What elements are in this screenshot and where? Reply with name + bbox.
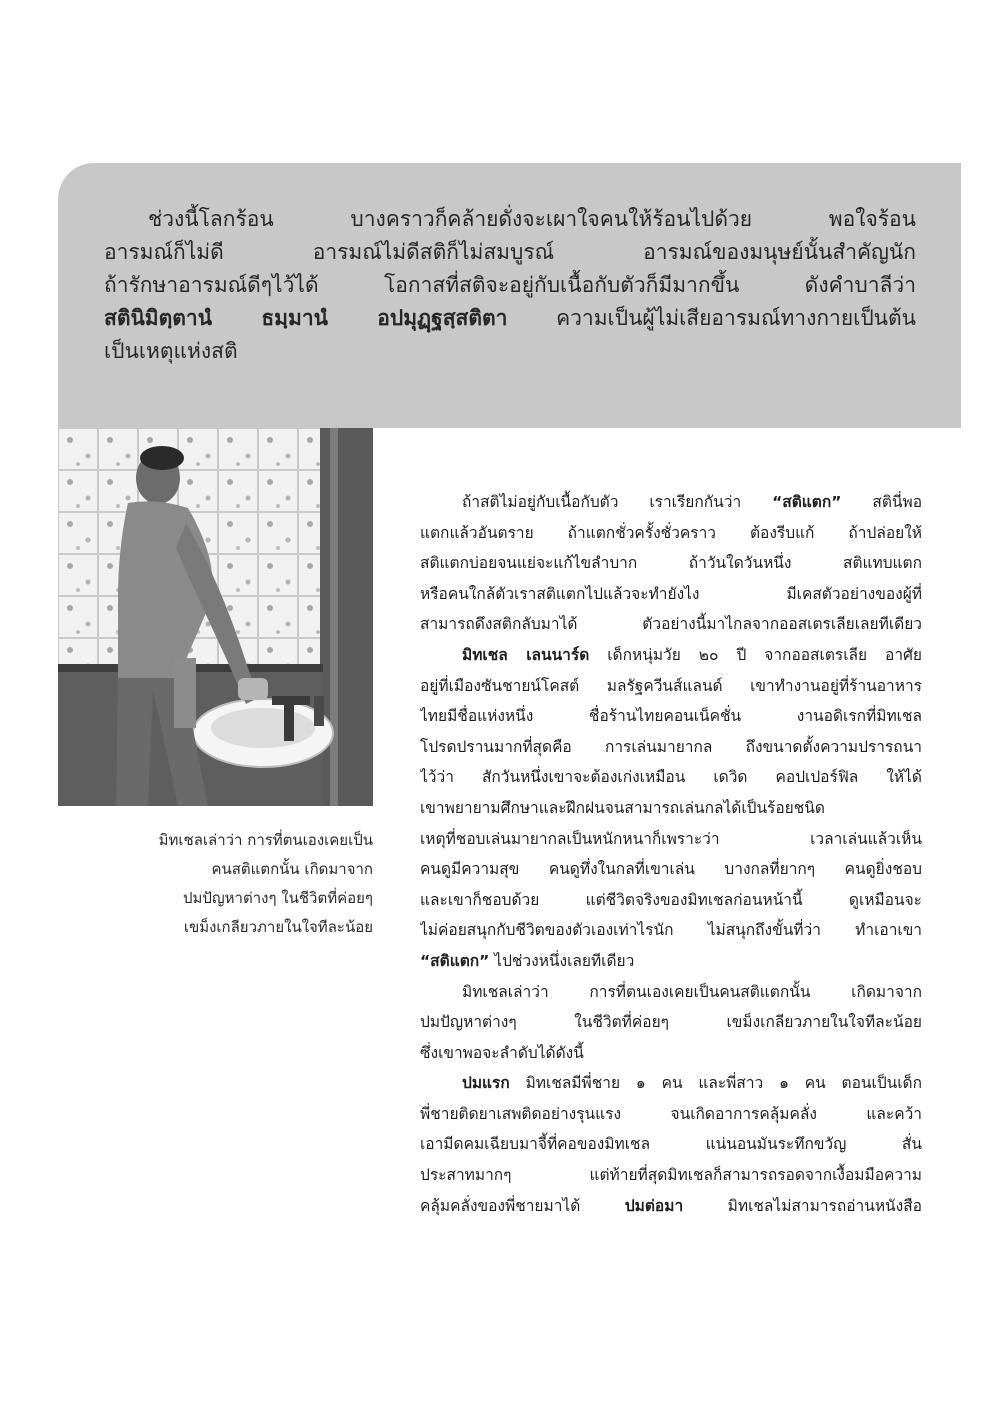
bold-term: ปมแรก bbox=[462, 1074, 510, 1093]
body-line bbox=[420, 1191, 922, 1222]
intro-line: ถ้ารักษาอารมณ์ดีๆไว้ได้ โอกาสที่สติจะอยู่กับเนื้อกับตัวก็มีมากขึ้น ดังคำบาลีว่า bbox=[104, 273, 916, 297]
body-line: คนดูมีความสุข คนดูทึ่งในกลที่เขาเล่น บางกลที่ยากๆ คนดูยิ่งชอบ bbox=[420, 860, 922, 879]
caption-line: คนสติแตกนั้น เกิดมาจาก bbox=[211, 860, 373, 878]
bold-term: “สติแตก” bbox=[420, 951, 490, 970]
body-line: สามารถดึงสติกลับมาได้ ตัวอย่างนี้มาไกลจากออสเตรเลียเลยทีเดียว bbox=[420, 615, 922, 634]
body-line: เอามีดคมเฉียบมาจี้ที่คอของมิทเชล แน่นอนมันระทึกขวัญ สั่น bbox=[420, 1135, 922, 1154]
caption-line: มิทเชลเล่าว่า การที่ตนเองเคยเป็น bbox=[158, 831, 373, 849]
article-body bbox=[420, 487, 922, 1221]
body-line: เขาพยายามศึกษาและฝึกฝนจนสามารถเล่นกลได้เป็นร้อยชนิด bbox=[420, 798, 825, 817]
intro-line bbox=[104, 302, 916, 335]
photo-caption bbox=[110, 826, 373, 942]
body-text-span: เด็กหนุ่มวัย ๒๐ ปี จากออสเตรเลีย อาศัย bbox=[589, 645, 922, 664]
body-line: หรือคนใกล้ตัวเราสติแตกไปแล้วจะทำยังไง มีเคสตัวอย่างของผู้ที่ bbox=[420, 584, 922, 603]
caption-line: ปมปัญหาต่างๆ ในชีวิตที่ค่อยๆ bbox=[182, 889, 373, 907]
paragraph-1 bbox=[420, 487, 922, 640]
body-text-span: มิทเชลมีพี่ชาย ๑ คน และพี่สาว ๑ คน ตอนเป็นเด็ก bbox=[509, 1074, 922, 1093]
body-line: ซึ่งเขาพอจะลำดับได้ดังนี้ bbox=[420, 1043, 584, 1062]
bold-name: มิทเชล เลนนาร์ด bbox=[462, 645, 590, 664]
body-line bbox=[420, 487, 922, 518]
bold-term: ปมต่อมา bbox=[624, 1196, 684, 1215]
body-line: อยู่ที่เมืองซันชายน์โคสต์ มลรัฐควีนส์แลนด์ เขาทำงานอยู่ที่ร้านอาหาร bbox=[420, 676, 922, 695]
body-line: ประสาทมากๆ แต่ท้ายที่สุดมิทเชลก็สามารถรอดจากเงื้อมมือความ bbox=[420, 1166, 922, 1185]
paragraph-2 bbox=[420, 640, 922, 977]
body-line: เหตุที่ชอบเล่นมายากลเป็นหนักหนาก็เพราะว่า เวลาเล่นแล้วเห็น bbox=[420, 829, 922, 848]
body-line: ไว้ว่า สักวันหนึ่งเขาจะต้องเก่งเหมือน เดวิด คอปเปอร์ฟิล ให้ได้ bbox=[420, 768, 922, 787]
body-line bbox=[420, 1068, 922, 1099]
bold-term: “สติแตก” bbox=[772, 493, 842, 511]
body-line: โปรดปรานมากที่สุดคือ การเล่นมายากล ถึงขนาดตั้งความปรารถนา bbox=[420, 737, 922, 756]
body-text-span: ไปช่วงหนึ่งเลยทีเดียว bbox=[489, 951, 635, 970]
intro-line: เป็นเหตุแห่งสติ bbox=[104, 339, 238, 363]
pali-translation: ความเป็นผู้ไม่เสียอารมณ์ทางกายเป็นต้น bbox=[507, 306, 916, 330]
paragraph-3 bbox=[420, 977, 922, 1069]
body-line: ไทยมีชื่อแห่งหนึ่ง ชื่อร้านไทยคอนเน็คชั่น งานอดิเรกที่มิทเชล bbox=[420, 707, 922, 726]
body-text-span: ถ้าสติไม่อยู่กับเนื้อกับตัว เราเรียกกันว่า bbox=[462, 493, 742, 511]
paragraph-4 bbox=[420, 1068, 922, 1221]
body-line bbox=[420, 640, 922, 671]
intro-paragraph bbox=[104, 203, 916, 368]
intro-line: อารมณ์ก็ไม่ดี อารมณ์ไม่ดีสติก็ไม่สมบูรณ์ อารมณ์ของมนุษย์นั้นสำคัญนัก bbox=[104, 240, 916, 264]
body-text-span: มิทเชลไม่สามารถอ่านหนังสือ bbox=[683, 1196, 922, 1215]
body-text-span: คลุ้มคลั่งของพี่ชายมาได้ bbox=[420, 1196, 625, 1215]
body-line: มิทเชลเล่าว่า การที่ตนเองเคยเป็นคนสติแตกนั้น เกิดมาจาก bbox=[462, 982, 922, 1001]
body-line: ปมปัญหาต่างๆ ในชีวิตที่ค่อยๆ เขม็งเกลียวภายในใจทีละน้อย bbox=[420, 1013, 922, 1032]
body-line: แตกแล้วอันตราย ถ้าแตกชั่วครั้งชั่วคราว ต้องรีบแก้ ถ้าปล่อยให้ bbox=[420, 523, 922, 542]
pali-quote: สตินิมิตฺตานํ ธมฺมานํ อปมุฏฺฐสฺสติตา bbox=[104, 306, 508, 330]
body-line: ไม่ค่อยสนุกกับชีวิตของตัวเองเท่าไรนัก ไม่สนุกถึงขั้นที่ว่า ทำเอาเขา bbox=[420, 921, 922, 940]
body-line: พี่ชายติดยาเสพติดอย่างรุนแรง จนเกิดอาการคลุ้มคลั่ง และคว้า bbox=[420, 1104, 922, 1123]
body-line bbox=[420, 946, 922, 977]
caption-line: เขม็งเกลียวภายในใจทีละน้อย bbox=[183, 918, 373, 936]
body-text-span: สตินี่พอ bbox=[841, 493, 922, 511]
body-line: และเขาก็ชอบด้วย แต่ชีวิตจริงของมิทเชลก่อนหน้านี้ ดูเหมือนจะ bbox=[420, 890, 922, 909]
intro-line: ช่วงนี้โลกร้อน บางคราวก็คล้ายดั่งจะเผาใจคนให้ร้อนไปด้วย พอใจร้อน bbox=[148, 207, 916, 231]
photo-man-at-sink bbox=[58, 428, 373, 806]
body-line: สติแตกบ่อยจนแย่จะแก้ไขลำบาก ถ้าวันใดวันหนึ่ง สติแทบแตก bbox=[420, 554, 922, 573]
